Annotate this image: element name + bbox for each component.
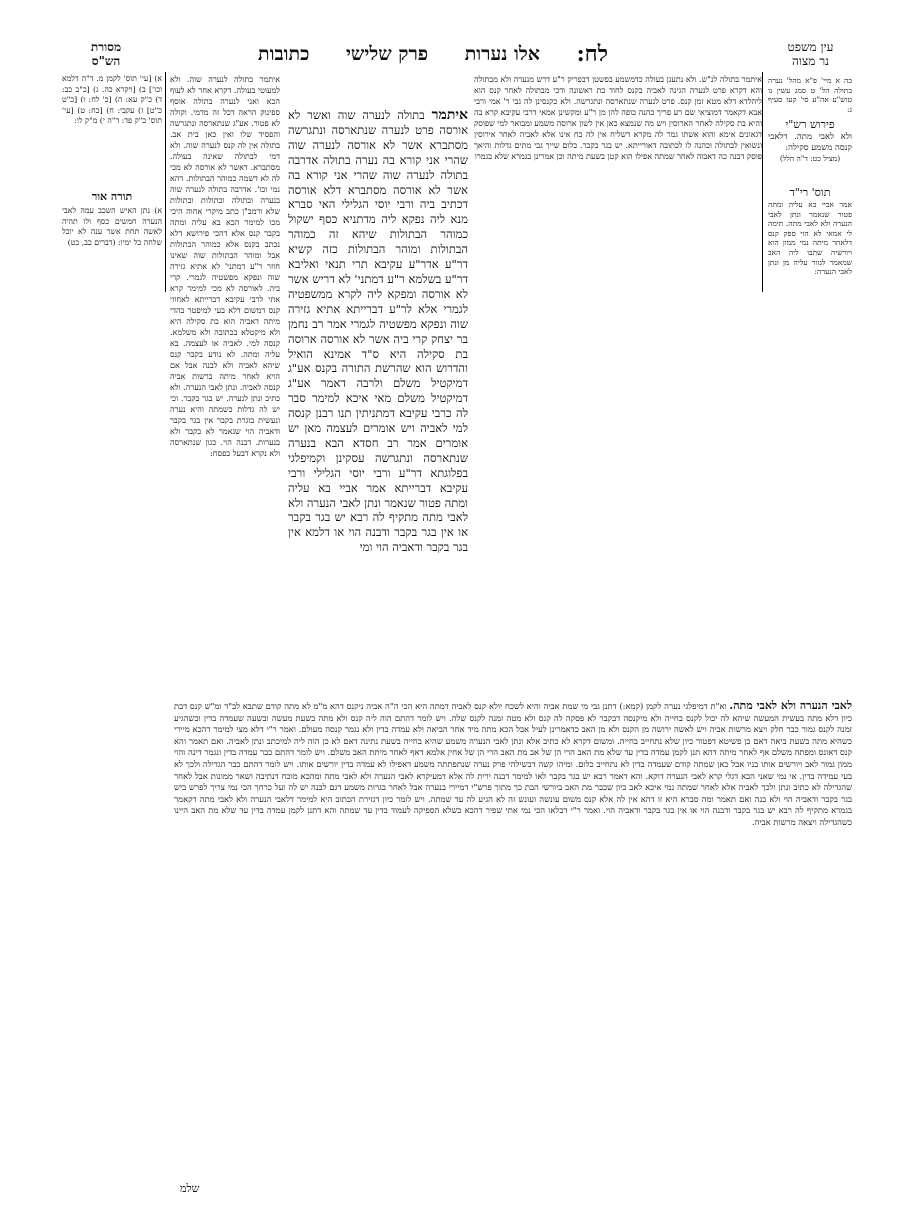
tosafot-rid-title: תוס' רי"ד	[789, 186, 831, 199]
masoret-text: א) [עי' תוס' לקמן מ. ד"ה דלמא וכו'] ב) [ויקרא כה. ג) [כ"ב כב: ד) כ"ק עא: ה) [כ' לח: ו) [כ"ט כ"ט] ז) עקבי: ח) [כח: ט) [עי' תוס' כ"ק פד: ד"ה י) מ"ק לו:	[62, 74, 162, 125]
tosafot-bottom-opening: לאבי הנערה ולא לאבי מתה.	[729, 700, 852, 712]
daf-number: לח:	[576, 41, 608, 67]
gemara-text	[288, 108, 468, 638]
rashi-side-right	[768, 118, 852, 178]
ein-mishpat-text: כה א מיי' פ"א מהל' נערה בתולה הל' ט סמג עשין נו טוש"ע אה"ע סי' קעז סעיף ג:	[768, 76, 852, 112]
chapter-name: אלו נערות	[464, 42, 540, 65]
tractate-name: כתובות	[258, 42, 310, 65]
torah-ohr-text: א) נתן האיש השכב עמה לאבי הנערה חמשים כסף ולו תהיה לאשה תחת אשר ענה לא יוכל שלחה כל ימיו: (דברים כב, כט)	[62, 206, 162, 247]
gemara-opening-word: איתמר	[431, 108, 468, 123]
perek-label: פרק שלישי	[345, 42, 429, 65]
gemara-body: בתולה לנערה שוה ואשר לא אורסה פרט לנערה שנתארסה ונתגרשה מסתברא אשר לא אורסה לנערה שוה שהרי אני קורא בה נערה בתולה אדרבה בתולה לנערה שוה שהרי אני קורא בה אשר לא אורסה מסתברא דלא אורסה דכתיב ביה ורבי יוסי הגלילי האי סברא מנא ליה נפקא ליה מדתניא כסף ישקול כמוהר הבתולות שיהא זה כמוהר הבתולות ומוהר הבתולות כזה קשיא דר"ע אדר"ע עקיבא תרי תנאי ואליבא דר"ע בשלמא ר"ע דמתני' לא דריש אשר לא אורסה ומפקא ליה לקרא ממשפטיה לגמרי אלא לר"ע דברייתא אתיא גזירה שוה ונפקא מפשטיה לגמרי אמר רב נחמן בר יצחק קרי ביה אשר לא אורסה ארוסה בת סקילה היא ס"ד אמינא הואיל והדרוש הוא שהרשת התורה בקנס אע"ג דמיקטיל משלם ולרבה דאמר אע"ג דמיקטיל משלם מאי איכא למימר סבר לה כרבי עקיבא דמתניתין תנו רבנן קנסה למי לאביה ויש אומרים לעצמה מאן יש אומרים אמר רב חסדא הבא בנערה שנתארסה ונתגרשה עסקינן וקמיפלגי בפלוגתא דר"ע ורבי יוסי הגלילי ורבי עקיבא דברייתא אמר אביי בא עליה ומתה פטור שנאמר ונתן לאבי הנערה ולא לאבי מתה מתקיף לה רבא יש בגר בקבר או אין בגר בקבר ודבנה הוי או דלמא אין בגר בקבר ודאביה הוי ומי	[288, 108, 468, 555]
tosafot-bottom	[174, 700, 852, 1170]
tosafot-rid	[768, 186, 852, 288]
rashi-commentary: איתמר בתולה לנ"ש. ולא נתעגן בעולה כדמשמע בפשטן דבפריק ר"ע דרש מנערה ולא מבתולה והא דקרא פרט לנערה הגינה לאביה בקנס לחוד בת ראשונה ודכי מבתולה לאחר קנס הוא ליהלדא דלא מטא זמן קנס. פרט לנערה שנתארסה ונתגרשה. ולא כקנסינן לה גבי ר' אמי ורבי אבא דקאמר דמוציאי שם רע פריך כהנה כופה להן מן ר"ע ומקשינן אמאי דרבי עקיבא קרא בה והיא בת סקילה לאחר הארוסין ויש מה שנמצא כאן אין לשון ארוסה משמע ומבואר למי שפוסק דגאונים אימא והוא אשתו גמר לה מקרא דשליח אין לה כח אינו אלא לאביה לאחר אירוסין ונשואין לבתולה וכהנה לו לכתובה דאורייתא. יש בגר בקבר. כלום שייך גבי מתים גדלות והיאך פוסק דבנה כה דאבוה לאחר שמתה אפילו הוא קטן בשעת מיתה וכן אמרינן בגמרא שלא בגמרו	[474, 75, 762, 161]
rule-right	[762, 72, 763, 292]
ein-mishpat-title: עין משפט נר מצוה	[787, 40, 834, 68]
rashi-side-title: פירוש רש"י	[785, 118, 835, 131]
tosafot-commentary: איתמר בתולה לנערה שוה. ולא למעוטי בעולה. דקרא אחר לא לעוף הכא ואני לנערה בתולה אוסף ספינוק הראה דכל זה מדמי. וקולה לא פטור. אע"ג שנתארסה ונתגרשה והפסיד שלו ואין כאן בית אב. בתולה אין לה קנס לנערה שוה. ולא דמי לבתולה שאינה בעולה. מסתברא. דאשר לא אורסה לא מכי לה לא דשמה כמוהר הבתולות. דהא נמי וכו'. אדרבה בתולה לנערה שוה בנערה ובתולה ובתולות ובתולות שלא ורמב"ן כתב מיקרי אחוה היכי מכו למימר הכא בא עליה ומתה בקבר קנס אלא דהכי פירושא דלא נכתב בקנס אלא כמוהר הבתולות אבל ומוהר הבתולות שוה שאינו חוזר ר"ע דמתני' לא אתיא גזירה שוה ונפקא מפשטיה לגמרי. קרי ביה. לאורסה לא מכי למימר קרא אתי לרבי עקיבא דברייתא לאחוזי קנס דמשום דלא בעי למיפטר בהדי מיתה דאביה הוא בת סקילה היא ולא מיקטלא בכתובה ולא משלמא. קנסה למי. לאביה או לעצמה. בא עליה ומתה. לא נודע בקבר קנס שיהא לאביה ולא לבנה אבל אם הויא לאחר מיתה ברשות אביה קנסה לאביה. ונתן לאבי הנערה. ולא כתיב ונתן לנערה. יש בגר בקבר. וכי יש לה גדלות כשמתה והיא נערה ונעשית בוגרת בקבר אין בגר בקבר ודאביה הוי שנאמר לא בקבר ולא בנערות. דבנה הוי. כגון שנתארסה ולא נקרא דבעל כפסח:	[170, 75, 280, 458]
masoret-hashas-title: מסורת הש"ס	[90, 40, 122, 68]
tosafot-rid-text: אמר אביי בא עליה ומתה פטור שנאמר ונתן לאבי הנערה ולא לאבי מתה. תימה לי אמאי לא הוי ספק קנס דלאחר מיתה נמי ממון הוא ויורשיה שתבו ליה האב שמאמר לגזור עליה מן ונתן לאבי הנערה:	[768, 200, 852, 277]
torah-ohr-title: תורה אור	[91, 190, 133, 203]
rashi-side-ref: (מציל כט: ד"ה הלל)	[779, 154, 841, 163]
tosafot-bottom-body: וא"ת דמיפלגי נערה לקמן (קמא:) דתנן גבי מי שמת אביה והיא לשכח יולא קנס לאביה דמתה היא הכי ה"ה אביה ניקנס דהא מ"מ לא מתה קודם שתבא לב"ד ומ"ש קנס דבת כיון דלא מתה בעשית המעשה שיהא לה יכול לקנס בחייה ולא מיקנסה דבקבר לא פסקה לה קנס ולא מטה זמנה לקנס שלה. ויש לומר דהתם הוה ליה קנס ולא מתה בשעת מעשה ובשעה שעמדה בדין וכשהגיע זמנה לקנס גמור כבר חלק ויצא מרשות אביה ויש לאשה ירושה מן הקנס ולא מן האב כדאמרינן לעיל אבל הכא מתה מיד אחר הביאה ולא עמדה בדין ולא נגמר קנסה מעולם. ואמר ר"י דלא מצי למימר דהכא מיירי כשהיא מתה בשעת ביאה דאם כן פשיטא דפטור כיון שלא נתחייב בחייה. ומשום דקרא לא כתיב אלא ונתן לאבי הנערה משמע שהיא בחייה בשעת נתינה דאם לא כן הוה ליה למיכתב ונתן לאביה. ואם תאמר והא קנס דאונס ומפתה משלם אף לאחר מיתה דהא תנן לקמן עמדה בדין עד שלא מת האב הרי הן של אב מת האב הרי הן של אחין אלמא דאף לאחר מיתת האב משלם. ויש לומר דהתם כבר עמדה בדין ונגמר דינה והוי ממון גמור לאב ויורשים אותו בניו אבל כאן שמתה קודם שעמדה בדין לא נתחייב כלום. ומיהו קשה דבשילהי פרק נערה שנתפתתה משמע דאפילו לא עמדה בדין יורשים אותו. ויש לומר דהתם כבר הגדילה ולכך לא בעי עמידה בדין. אי נמי שאני הכא דגלי קרא לאבי הנערה דוקא. והא דאמר רבא יש בגר בקבר לאו למימר דבנה ירית לה אלא דמעיקרא לאבי הנערה ולא לאבי מתה ומהכא מוכח דנתיבה ושאר ממונות אבל לאחר שהגדילה לא כתיב ונתן ולכך לאביה אלא לאחר שמתה נמי איכא לאב כיון שכבר מת האב ביורשי הבת כך מתוך פרש"י דמיירי בנערה אבל לאחר בגרות משמע דגם לבנה יש לה ועל כרחך הכי נמי צריך לפרש ביש בגר בקבר ודאביה הוי ולא בנה ואם תאמר ומה סברא היא זו דהא אין לה אלא קנס משום עונשה ועונש זה לא הגיע לה עד שמתה. ויש לומר כיון דגזירת הכתוב היא למימר דלאבי הנערה ולא לאבי מתה דקאמר בגמרא מתקיף לה רבא יש בגר בקבר ודבנה הוי או אין בגר בקבר ודאביה הוי. ואמר ר"י דבלאו הכי נמי אתי שפיר דהכא כשלא הספיקה לעמוד בדין עד שמתה והא דתנן לקמן עמדה בדין עד שלא מת האב היינו כשהגדילה ויצאה מרשות אביה.	[174, 701, 852, 827]
rule-left	[165, 72, 166, 292]
page-header	[258, 40, 608, 68]
page-footer-label: שלמ	[180, 1182, 200, 1195]
rashi-side-text: ולא לאבי מתה. דלאבי קנסה משמע סקילה:	[768, 132, 852, 153]
